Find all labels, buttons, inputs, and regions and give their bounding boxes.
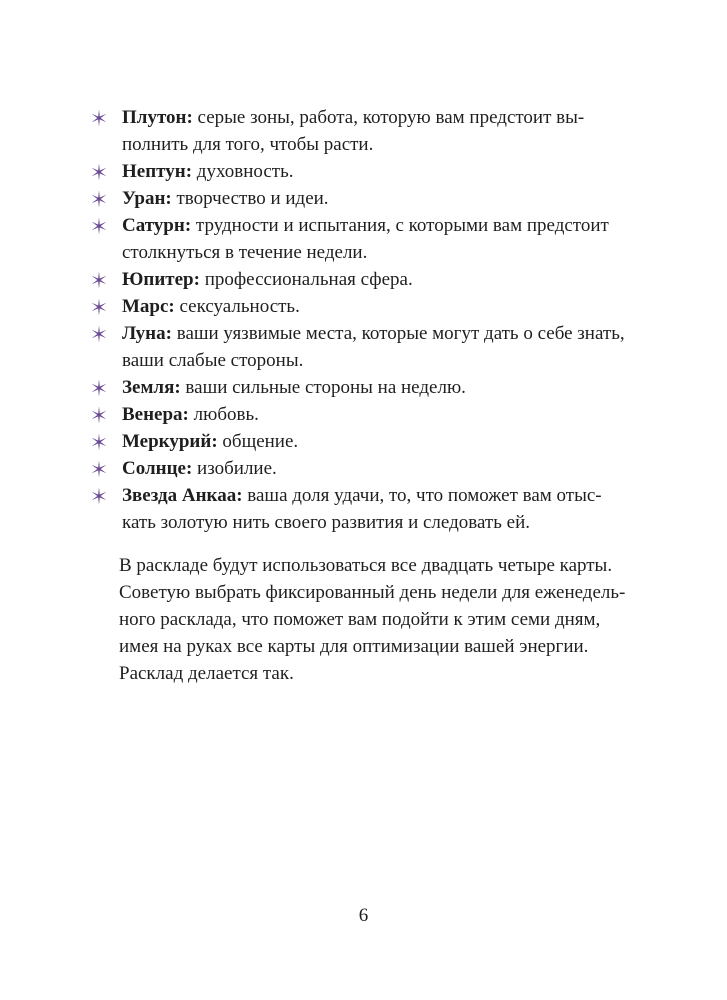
planet-first-line <box>122 374 650 401</box>
planet-meaning: изобилие. <box>197 458 277 479</box>
planet-item <box>90 185 650 212</box>
page-number: 6 <box>358 905 369 926</box>
paragraph-line: Советую выбрать фиксированный день недели для еженедель- <box>119 582 626 603</box>
star-icon <box>90 325 108 343</box>
planet-name: Земля: <box>122 377 181 398</box>
planet-name: Уран: <box>122 188 172 209</box>
planet-meaning: сексуальность. <box>179 296 300 317</box>
planet-first-line <box>122 212 650 239</box>
planet-meaning: любовь. <box>193 404 259 425</box>
star-icon <box>90 190 108 208</box>
planet-name: Звезда Анкаа: <box>122 485 243 506</box>
planet-meaning: профессиональная сфера. <box>204 269 413 290</box>
planet-name: Меркурий: <box>122 431 218 452</box>
star-icon <box>90 217 108 235</box>
planet-item <box>90 212 650 266</box>
planet-meaning-continued: ваши слабые стороны. <box>122 350 304 371</box>
planet-meaning: серые зоны, работа, которую вам предстоит вы- <box>197 107 585 128</box>
planet-meaning-continued: полнить для того, чтобы расти. <box>122 134 374 155</box>
planet-name: Плутон: <box>122 107 193 128</box>
planet-item <box>90 428 650 455</box>
planet-name: Марс: <box>122 296 175 317</box>
star-icon <box>90 109 108 127</box>
star-icon <box>90 271 108 289</box>
planet-meaning: общение. <box>222 431 299 452</box>
planet-first-line <box>122 401 650 428</box>
planet-meaning-continued: столкнуться в течение недели. <box>122 242 368 263</box>
star-icon <box>90 487 108 505</box>
paragraph-line: Расклад делается так. <box>119 663 294 684</box>
planet-first-line <box>122 266 650 293</box>
star-icon <box>90 298 108 316</box>
paragraph-line: В раскладе будут использоваться все двадцать четыре карты. <box>119 555 613 576</box>
paragraph-line: ного расклада, что поможет вам подойти к этим семи дням, <box>119 609 601 630</box>
spread-description-paragraph <box>119 552 639 687</box>
planet-item <box>90 293 650 320</box>
planet-meaning: творчество и идеи. <box>176 188 329 209</box>
planet-first-line <box>122 320 650 347</box>
planet-meaning: ваша доля удачи, то, что поможет вам отыс- <box>247 485 602 506</box>
planet-name: Юпитер: <box>122 269 200 290</box>
planet-meaning: духовность. <box>196 161 294 182</box>
planet-name: Солнце: <box>122 458 193 479</box>
planet-first-line <box>122 104 650 131</box>
planet-meaning: ваши уязвимые места, которые могут дать о себе знать, <box>176 323 625 344</box>
planet-first-line <box>122 428 650 455</box>
planet-item <box>90 266 650 293</box>
planet-meaning: ваши сильные стороны на неделю. <box>185 377 466 398</box>
planet-item <box>90 104 650 158</box>
planet-meaning: трудности и испытания, с которыми вам предстоит <box>195 215 609 236</box>
planet-name: Венера: <box>122 404 189 425</box>
star-icon <box>90 406 108 424</box>
planet-first-line <box>122 482 650 509</box>
star-icon <box>90 379 108 397</box>
planet-name: Нептун: <box>122 161 193 182</box>
planet-first-line <box>122 158 650 185</box>
planet-first-line <box>122 293 650 320</box>
star-icon <box>90 433 108 451</box>
planet-name: Сатурн: <box>122 215 192 236</box>
planet-item <box>90 158 650 185</box>
planet-first-line <box>122 455 650 482</box>
planet-item <box>90 482 650 536</box>
planet-item <box>90 320 650 374</box>
planet-item <box>90 374 650 401</box>
star-icon <box>90 460 108 478</box>
planet-meanings-list <box>90 104 650 536</box>
planet-first-line <box>122 185 650 212</box>
paragraph-line: имея на руках все карты для оптимизации вашей энергии. <box>119 636 589 657</box>
planet-name: Луна: <box>122 323 172 344</box>
star-icon <box>90 163 108 181</box>
planet-item <box>90 455 650 482</box>
planet-item <box>90 401 650 428</box>
planet-meaning-continued: кать золотую нить своего развития и следовать ей. <box>122 512 530 533</box>
